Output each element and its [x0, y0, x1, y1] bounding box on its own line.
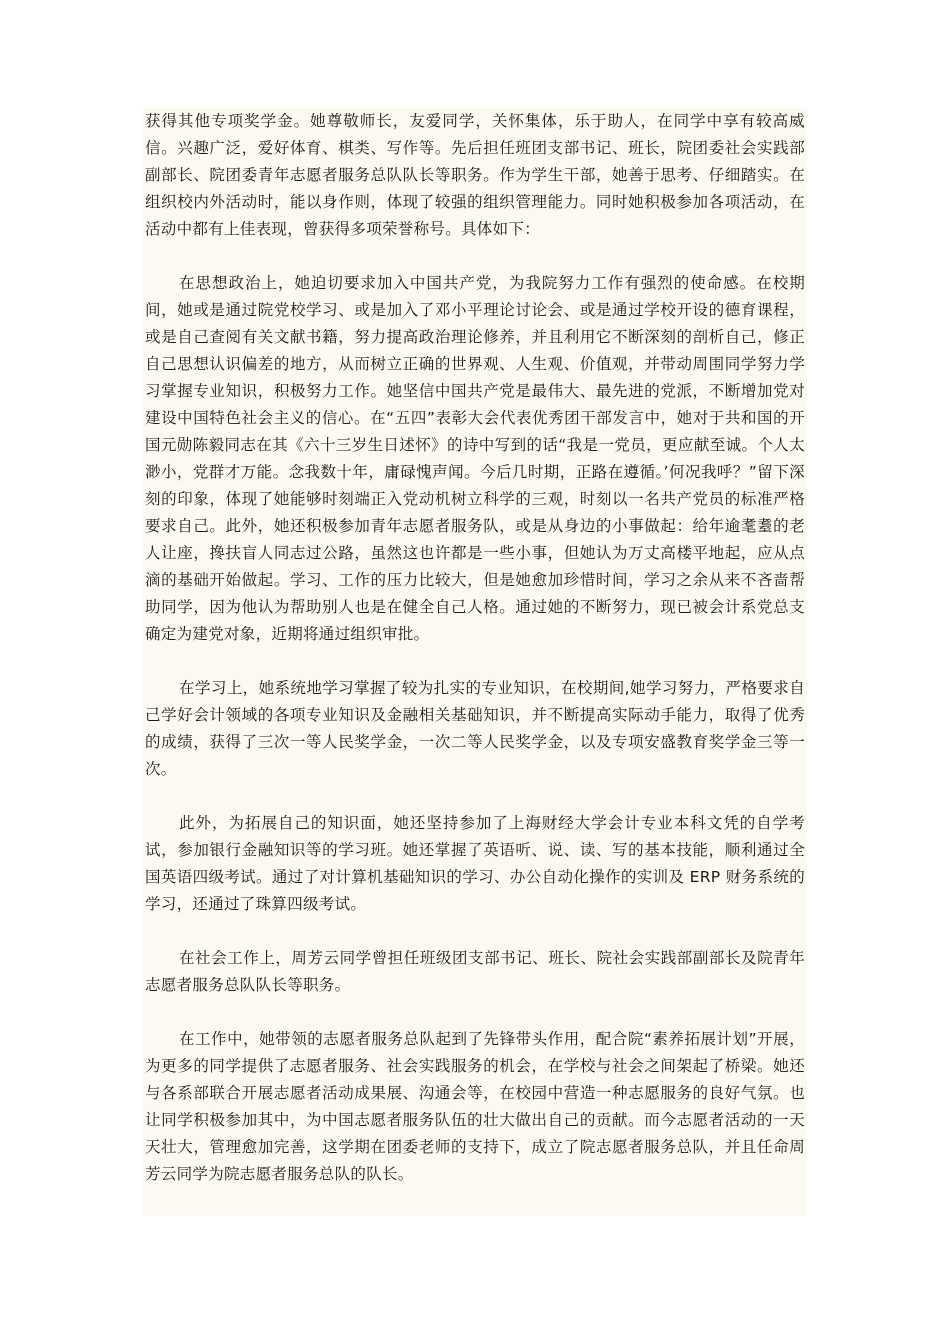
paragraph-social-work: 在社会工作上，周芳云同学曾担任班级团支部书记、班长、院社会实践部副部长及院青年志愿者服务总队队长等职务。: [145, 949, 805, 994]
paragraph-volunteer: 在工作中，她带领的志愿者服务总队起到了先锋带头作用，配合院“素养拓展计划”开展，为更多的同学提供了志愿者服务、社会实践服务的机会，在学校与社会之间架起了桥梁。她还与各系部联合开展志愿者活动成果展、沟通会等，在校园中营造一种志愿服务的良好气氛。也让同学积极参加其中，为中国志愿者服务队伍的壮大做出自己的贡献。而今志愿者活动的一天天壮大，管理愈加完善，这学期在团委老师的支持下，成立了院志愿者服务总队，并且任命周芳云同学为院志愿者服务总队的队长。: [145, 1030, 805, 1183]
paragraph-politics: 在思想政治上，她迫切要求加入中国共产党，为我院努力工作有强烈的使命感。在校期间，她或是通过院党校学习、或是加入了邓小平理论讨论会、或是通过学校开设的德育课程，或是自己查阅有关文献书籍，努力提高政治理论修养，并且利用它不断深刻的剖析自己，修正自己思想认识偏差的地方，从而树立正确的世界观、人生观、价值观，并带动周围同学努力学习掌握专业知识，积极努力工作。她坚信中国共产党是最伟大、最先进的党派，不断增加党对建设中国特色社会主义的信心。在“五四”表彰大会代表优秀团干部发言中，她对于共和国的开国元勋陈毅同志在其《六十三岁生日述怀》的诗中写到的话“我是一党员，更应献至诚。个人太渺小，党群才万能。念我数十年，庸碌愧声闻。今后几时期，正路在遵循。’何况我呼？”留下深刻的印象，体现了她能够时刻端正入党动机树立科学的三观，时刻以一名共产党员的标准严格要求自己。此外，她还积极参加青年志愿者服务队，或是从身边的小事做起：给年逾耄耋的老人让座，搀扶盲人同志过公路，虽然这也许都是一些小事，但她认为万丈高楼平地起，应从点滴的基础开始做起。学习、工作的压力比较大，但是她愈加珍惜时间，学习之余从来不吝啬帮助同学，因为他认为帮助别人也是在健全自己人格。通过她的不断努力，现已被会计系党总支确定为建党对象，近期将通过组织审批。: [145, 274, 805, 643]
paragraph-extra-study: 此外，为拓展自己的知识面，她还坚持参加了上海财经大学会计专业本科文凭的自学考试，参加银行金融知识等的学习班。她还掌握了英语听、说、读、写的基本技能，顺利通过全国英语四级考试。通过了对计算机基础知识的学习、办公自动化操作的实训及 ERP 财务系统的学习，还通过了珠算四级考试。: [145, 814, 805, 913]
paragraph-gap: [143, 648, 807, 675]
paragraph-gap: [143, 999, 807, 1026]
article-body: [143, 108, 807, 1216]
paragraph-gap: [143, 243, 807, 270]
paragraph-study: 在学习上，她系统地学习掌握了较为扎实的专业知识，在校期间,她学习努力，严格要求自己学好会计领域的各项专业知识及金融相关基础知识，并不断提高实际动手能力，取得了优秀的成绩，获得了三次一等人民奖学金，一次二等人民奖学金，以及专项安盛教育奖学金三等一次。: [145, 679, 805, 778]
paragraph-intro: 获得其他专项奖学金。她尊敬师长，友爱同学，关怀集体，乐于助人，在同学中享有较高威信。兴趣广泛，爱好体育、棋类、写作等。先后担任班团支部书记、班长，院团委社会实践部副部长、院团委青年志愿者服务总队队长等职务。作为学生干部，她善于思考、仔细踏实。在组织校内外活动时，能以身作则，体现了较强的组织管理能力。同时她积极参加各项活动，在活动中都有上佳表现，曾获得多项荣誉称号。具体如下：: [145, 112, 805, 238]
paragraph-gap: [143, 918, 807, 945]
paragraph-gap: [143, 783, 807, 810]
